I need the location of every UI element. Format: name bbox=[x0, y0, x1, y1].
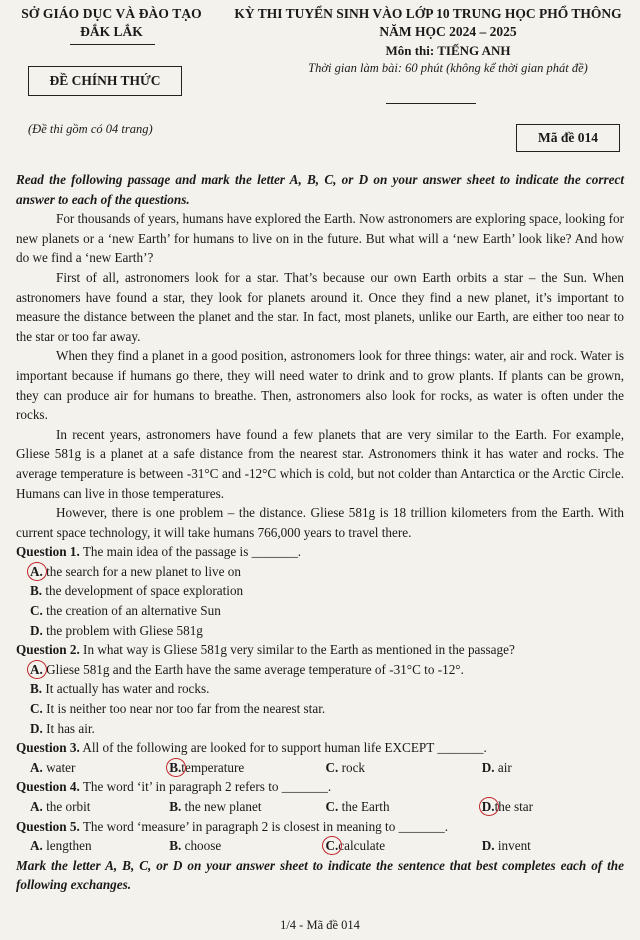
option-letter: A. bbox=[30, 759, 43, 775]
option-1b bbox=[16, 581, 624, 601]
option-5c bbox=[311, 836, 467, 856]
question-3 bbox=[16, 738, 624, 758]
question-5 bbox=[16, 817, 624, 837]
option-text: invent bbox=[497, 838, 531, 854]
question-text: All of the following are looked for to support human life EXCEPT _______. bbox=[82, 740, 487, 756]
option-letter: D. bbox=[30, 720, 43, 736]
option-text: choose bbox=[184, 838, 222, 854]
option-letter: B. bbox=[30, 583, 43, 599]
option-4a bbox=[16, 797, 155, 817]
option-2a bbox=[16, 660, 624, 680]
question-text: The word ‘measure’ in paragraph 2 is closest in meaning to _______. bbox=[82, 818, 449, 834]
option-text: lengthen bbox=[46, 838, 92, 854]
option-letter-circled: A. bbox=[30, 562, 43, 582]
passage-paragraph-5: However, there is one problem – the distance. Gliese 581g is 18 trillion kilometers from the Earth. With current space technology, it will take humans 766,000 years to travel there. bbox=[16, 505, 624, 540]
option-text: temperature bbox=[181, 759, 245, 775]
option-3c bbox=[311, 758, 467, 778]
option-letter-circled: D. bbox=[482, 797, 495, 817]
passage-paragraph-3: When they find a planet in a good position, astronomers look for three things: water, air and rock. Water is important because if humans go there, they will need water to drink and to grow plants. If plants can be grown, they can produce air for humans to breathe. Then, astronomers also look for rocks, as water is often under the rocks. bbox=[16, 348, 624, 423]
option-letter: C. bbox=[30, 603, 43, 619]
question-text: The main idea of the passage is _______. bbox=[82, 544, 302, 560]
option-2b bbox=[16, 679, 624, 699]
province-name: ĐẮK LẮK bbox=[80, 24, 143, 39]
option-letter: D. bbox=[481, 838, 495, 854]
option-letter: C. bbox=[325, 799, 339, 814]
header-divider-left bbox=[70, 44, 155, 45]
exam-header bbox=[218, 6, 638, 76]
option-1a bbox=[16, 562, 624, 582]
department-header bbox=[14, 6, 209, 40]
option-letter: A. bbox=[30, 838, 43, 854]
exam-content bbox=[16, 170, 624, 895]
question-label: Question 4. bbox=[16, 779, 80, 795]
option-letter: D. bbox=[481, 759, 495, 775]
option-letter-circled: A. bbox=[30, 660, 43, 680]
option-letter: C. bbox=[30, 701, 43, 717]
option-4b bbox=[155, 797, 311, 817]
question-label: Question 5. bbox=[16, 818, 80, 834]
option-3b bbox=[155, 758, 311, 778]
question-1 bbox=[16, 542, 624, 562]
option-text: Gliese 581g and the Earth have the same average temperature of -31°C to -12°. bbox=[46, 661, 464, 677]
option-2d bbox=[16, 719, 624, 739]
option-text: the creation of an alternative Sun bbox=[46, 603, 221, 619]
question-label: Question 1. bbox=[16, 544, 80, 560]
question-text: In what way is Gliese 581g very similar to the Earth as mentioned in the passage? bbox=[83, 642, 515, 658]
option-text: the star bbox=[494, 799, 534, 814]
school-year: NĂM HỌC 2024 – 2025 bbox=[379, 24, 517, 39]
header-divider-right bbox=[386, 103, 476, 104]
option-letter: A. bbox=[30, 799, 43, 814]
passage-paragraph-2: First of all, astronomers look for a star. That’s because our own Earth orbits a star – the Sun. When astronomers have found a star, they look for planets around it. Once they find a new planet, it’s important to measure the distance between the planet and the star. In fact, most planets, unlike our Earth, are either too near to the star or too far away. bbox=[16, 269, 624, 344]
reading-instruction: Read the following passage and mark the letter A, B, C, or D on your answer sheet to indicate the correct answer to each of the questions. bbox=[16, 172, 624, 207]
option-letter: B. bbox=[169, 799, 182, 814]
option-1c bbox=[16, 601, 624, 621]
option-1d bbox=[16, 621, 624, 641]
options-row-4 bbox=[16, 797, 624, 817]
option-text: It actually has water and rocks. bbox=[45, 681, 210, 697]
option-4d bbox=[468, 797, 624, 817]
time-limit: Thời gian làm bài: 60 phút (không kể thời gian phát đề) bbox=[308, 61, 588, 75]
option-text: It has air. bbox=[46, 720, 95, 736]
option-text: the Earth bbox=[341, 799, 390, 814]
option-text: the development of space exploration bbox=[45, 583, 244, 599]
page-footer: 1/4 - Mã đề 014 bbox=[280, 918, 360, 932]
exchanges-instruction: Mark the letter A, B, C, or D on your answer sheet to indicate the sentence that best completes each of the following exchanges. bbox=[16, 857, 624, 893]
option-text: water bbox=[46, 759, 76, 775]
exam-title: KỲ THI TUYỂN SINH VÀO LỚP 10 TRUNG HỌC PHỔ THÔNG bbox=[234, 6, 622, 21]
option-5b bbox=[155, 836, 311, 856]
option-text: rock bbox=[341, 759, 366, 775]
option-3d bbox=[468, 758, 624, 778]
option-text: the new planet bbox=[184, 799, 262, 814]
pages-note: (Đề thi gồm có 04 trang) bbox=[28, 122, 153, 136]
options-row-3 bbox=[16, 758, 624, 778]
option-letter: B. bbox=[169, 838, 182, 854]
option-letter-circled: C. bbox=[325, 836, 338, 856]
option-3a bbox=[16, 758, 155, 778]
question-label: Question 2. bbox=[16, 642, 80, 658]
option-text: the orbit bbox=[46, 799, 91, 814]
passage-paragraph-4: In recent years, astronomers have found a few planets that are very similar to the Earth. For example, Gliese 581g is a planet at a safe distance from the nearest star. Astronomers think it has water and rocks. The average temperature is between -31°C and -12°C which is cold, but not colder than Antarctica or the Arctic Circle. Humans can live in those temperatures. bbox=[16, 426, 624, 501]
option-letter: B. bbox=[30, 681, 43, 697]
option-letter: D. bbox=[30, 622, 43, 638]
option-text: It is neither too near nor too far from the nearest star. bbox=[46, 701, 326, 717]
subject: Môn thi: TIẾNG ANH bbox=[385, 43, 511, 58]
option-letter: C. bbox=[325, 759, 339, 775]
option-2c bbox=[16, 699, 624, 719]
question-text: The word ‘it’ in paragraph 2 refers to _______. bbox=[82, 779, 332, 795]
option-text: the search for a new planet to live on bbox=[46, 563, 241, 579]
option-letter-circled: B. bbox=[169, 758, 181, 778]
option-text: the problem with Gliese 581g bbox=[46, 622, 203, 638]
option-4c bbox=[311, 797, 467, 817]
question-label: Question 3. bbox=[16, 740, 80, 756]
options-row-5 bbox=[16, 836, 624, 856]
option-5d bbox=[468, 836, 624, 856]
official-exam-badge: ĐỀ CHÍNH THỨC bbox=[28, 66, 182, 96]
option-5a bbox=[16, 836, 155, 856]
department-name: SỞ GIÁO DỤC VÀ ĐÀO TẠO bbox=[21, 6, 202, 21]
option-text: calculate bbox=[338, 838, 386, 854]
option-text: air bbox=[497, 759, 512, 775]
passage-paragraph-1: For thousands of years, humans have explored the Earth. Now astronomers are exploring space, looking for new planets or a ‘new Earth’ for humans to live on in the future. But what will a ‘new Earth’ look like? And how do we find a ‘new Earth’? bbox=[16, 211, 624, 266]
exam-code-box: Mã đề 014 bbox=[516, 124, 620, 152]
question-2 bbox=[16, 640, 624, 660]
question-4 bbox=[16, 777, 624, 797]
